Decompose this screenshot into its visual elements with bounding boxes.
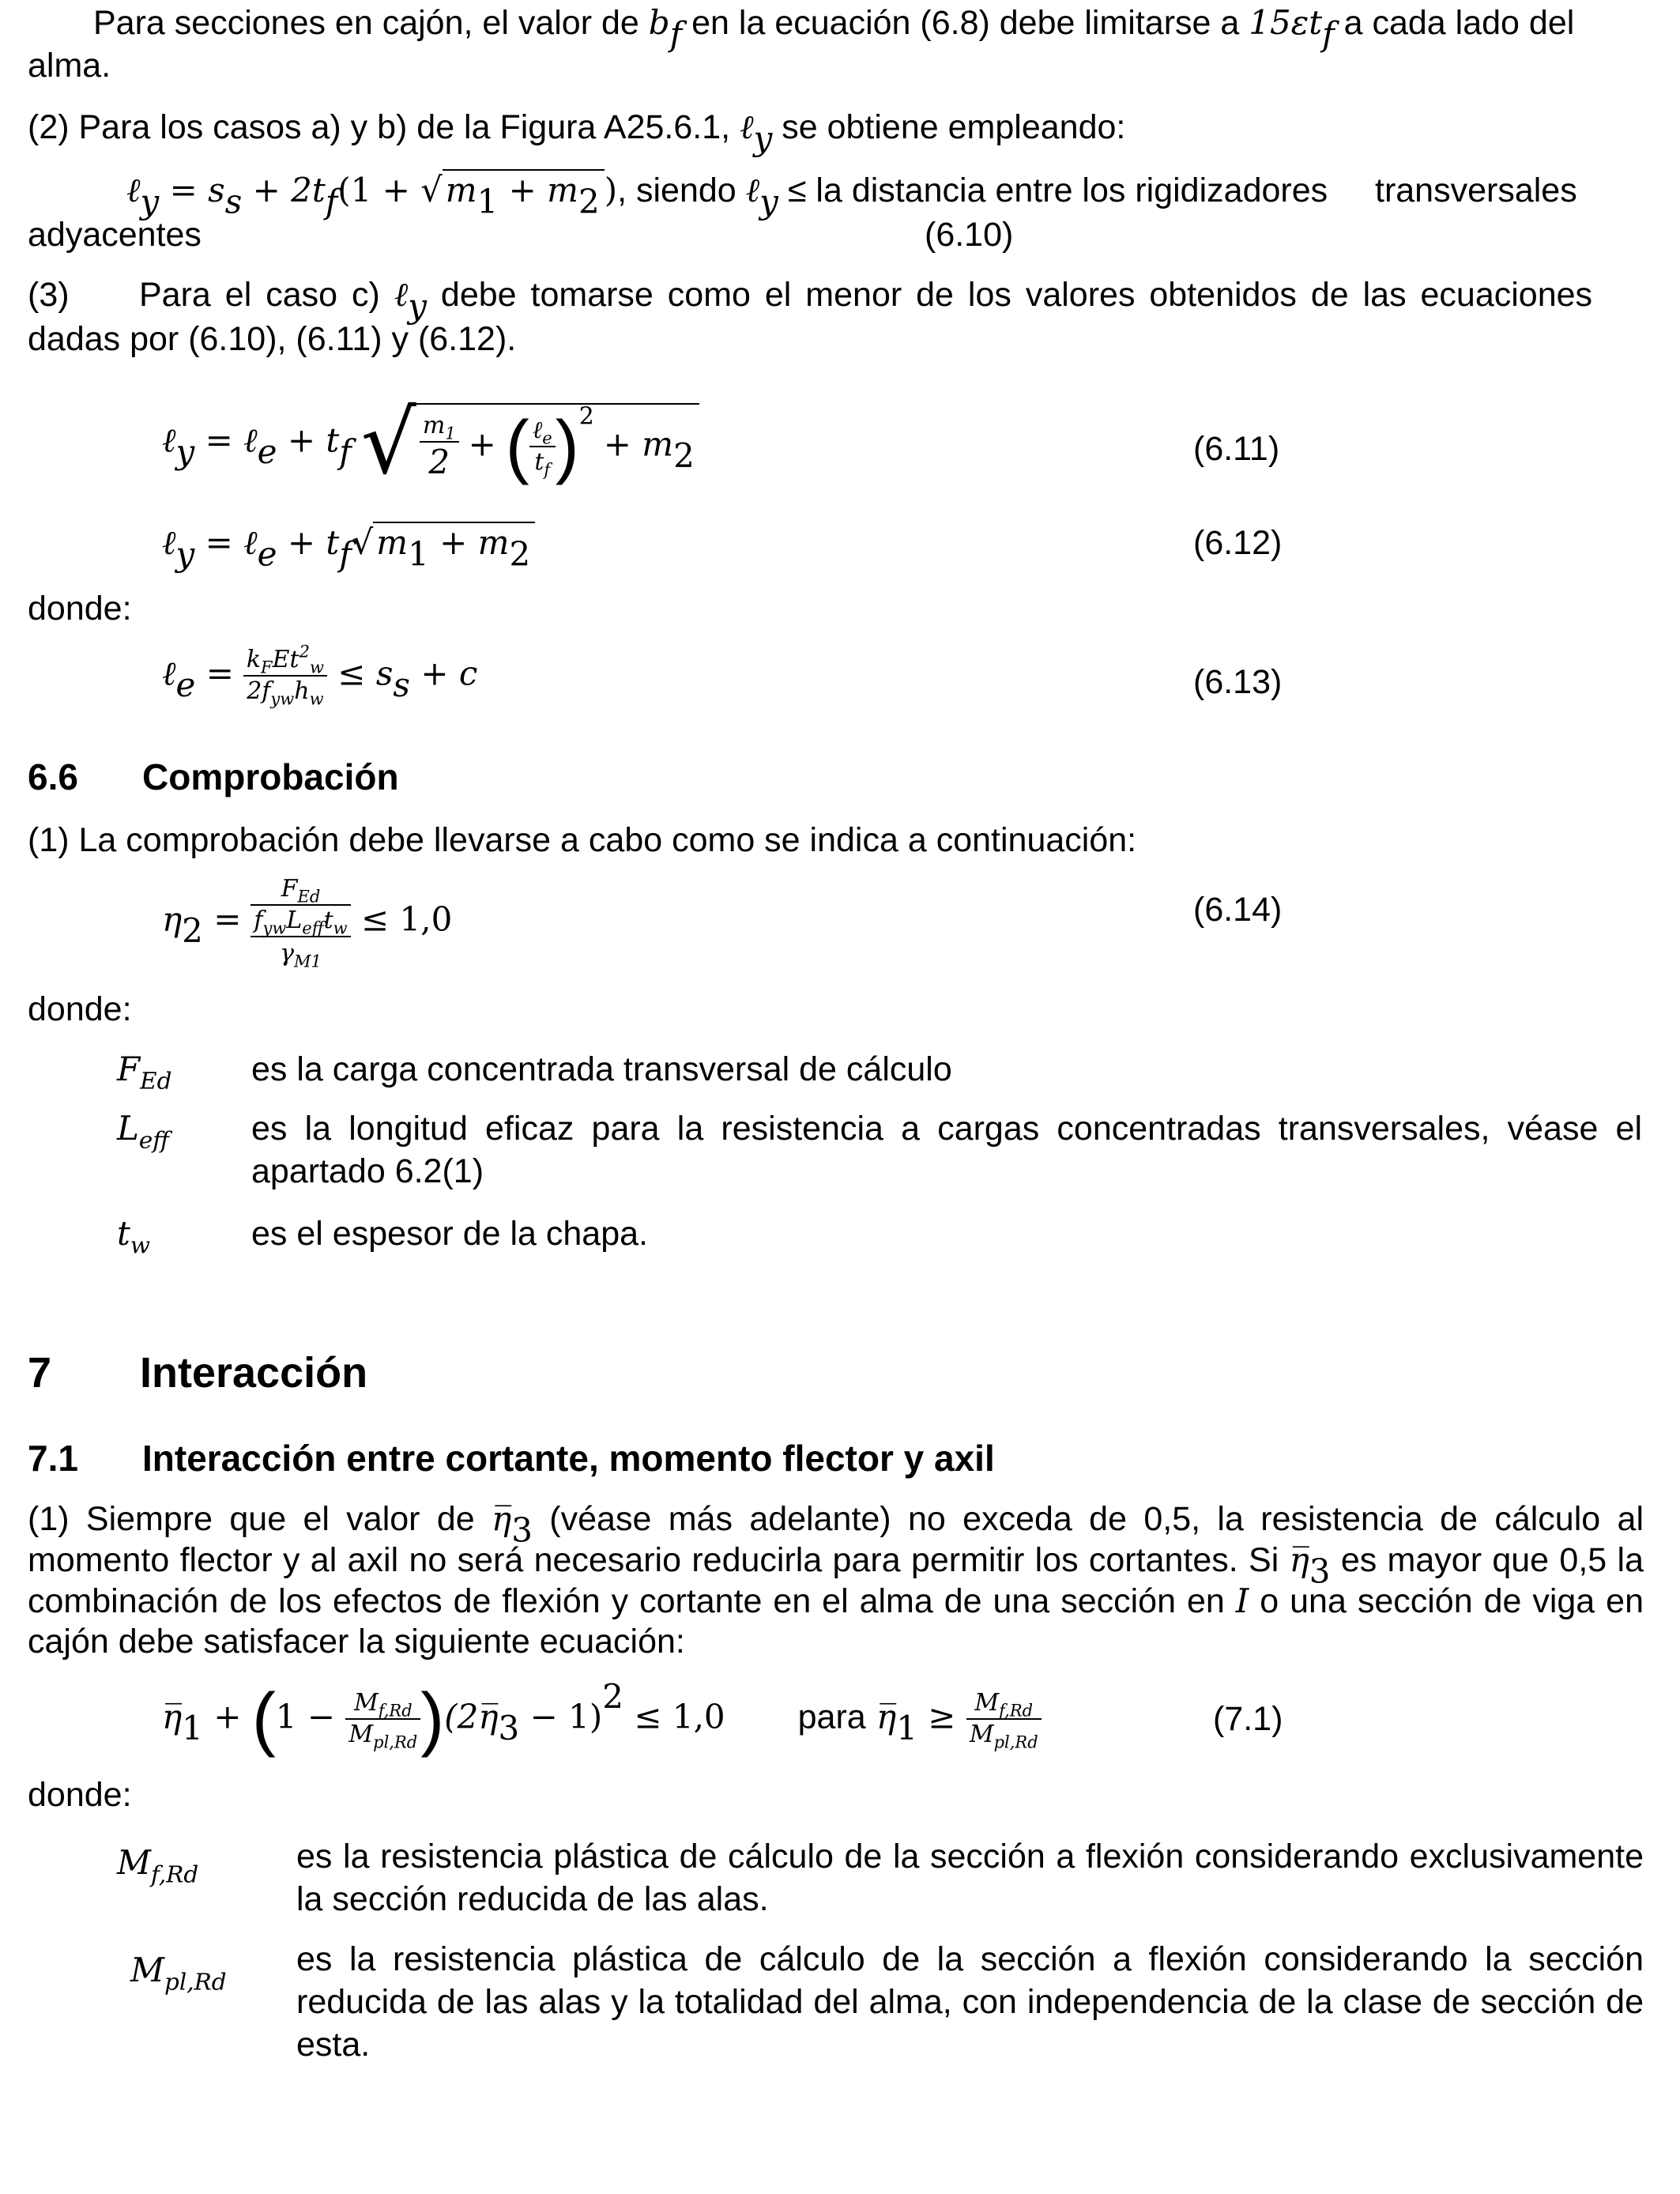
math: ℓ	[532, 417, 543, 444]
math: +	[202, 1697, 252, 1736]
math: L	[286, 907, 303, 934]
subscript: y	[408, 286, 427, 326]
subscript: yw	[262, 918, 287, 938]
subscript: y	[175, 432, 195, 472]
text: debe tomarse como el menor de los valores obtenidos de las ecuaciones	[426, 276, 1593, 314]
equation-number: (6.13)	[1193, 663, 1283, 701]
subscript: eff	[138, 1126, 170, 1154]
symbol: 15εt	[1249, 3, 1323, 42]
equation-number: (6.12)	[1193, 524, 1283, 562]
text: a cada lado del	[1334, 4, 1575, 42]
subscript: pl,Rd	[993, 1732, 1038, 1752]
text: se obtiene empleando:	[772, 108, 1126, 146]
radicand	[373, 522, 535, 574]
math: + 2t	[242, 171, 326, 209]
superscript: 2	[299, 642, 310, 662]
subscript: w	[130, 1231, 151, 1259]
equation-6-11	[162, 392, 699, 493]
fraction	[420, 414, 459, 479]
math: f	[254, 907, 263, 934]
math: 1 −	[275, 1697, 346, 1736]
math: γ	[280, 940, 295, 967]
subscript: yw	[270, 689, 295, 709]
symbol: η̅	[162, 1697, 183, 1736]
math: + m	[428, 523, 510, 562]
math: )	[604, 171, 618, 209]
superscript: 2	[602, 1677, 623, 1717]
section-number: 7	[28, 1349, 52, 1397]
text: es mayor que 0,5 la combinación de los efectos de flexión y cortante en el alma de una sección en	[28, 1541, 1644, 1620]
subscript: 2	[673, 436, 695, 476]
section-title: Interacción	[140, 1349, 368, 1397]
radicand	[443, 169, 605, 221]
subscript: 3	[511, 1510, 533, 1550]
math: M	[348, 1721, 374, 1748]
text: dadas por (6.10), (6.11) y (6.12).	[28, 320, 517, 358]
def-symbol	[117, 1842, 199, 1888]
subscript: Ed	[297, 887, 321, 907]
section-heading-6-6	[28, 756, 399, 798]
equation-6-10	[126, 169, 1328, 221]
math: M	[117, 1843, 152, 1882]
math: ≥	[917, 1697, 966, 1736]
math: =	[202, 899, 242, 939]
math: k	[246, 646, 262, 673]
paragraph-2	[28, 106, 1126, 158]
math: M	[130, 1951, 165, 1989]
paragraph-line: alma.	[28, 47, 111, 85]
text: Para secciones en cajón, el valor de	[93, 4, 649, 42]
symbol: b	[648, 3, 670, 42]
math: m	[422, 412, 446, 439]
math: (2η̅	[444, 1697, 499, 1736]
subscript: 1	[477, 182, 499, 221]
subscript: f	[669, 14, 683, 54]
math: 2f	[247, 677, 271, 705]
paragraph-number: (3)	[28, 276, 70, 314]
subscript: 1	[896, 1709, 917, 1748]
subscript: f	[544, 460, 551, 480]
math: ≤ 1,0	[623, 1697, 725, 1736]
subscript: f	[325, 182, 338, 221]
math: m	[376, 523, 409, 562]
subscript: y	[140, 182, 160, 221]
text: (véase más adelante) no exceda de 0,5, la resistencia de cálculo al momento flector y al axil no será necesario reducirla para permitir los cortantes. Si	[28, 1500, 1644, 1579]
subscript: y	[175, 534, 195, 574]
subscript: w	[309, 658, 324, 677]
sqrt-icon: √	[360, 392, 416, 493]
subscript: 1	[408, 534, 429, 574]
equation-number: (6.10)	[925, 216, 1014, 254]
subscript: 3	[498, 1709, 520, 1748]
symbol: ℓ	[162, 420, 176, 460]
symbol: ℓ	[162, 523, 176, 562]
equation-number: (6.14)	[1193, 891, 1283, 929]
symbol: η	[162, 899, 183, 939]
math: + m	[498, 171, 578, 209]
math: L	[117, 1109, 139, 1148]
equation-7-1	[162, 1677, 1042, 1759]
subscript: F	[261, 658, 273, 677]
math: m	[445, 171, 477, 209]
symbol: ℓ	[162, 654, 176, 693]
text: Para el caso c)	[139, 276, 394, 314]
subscript: e	[175, 665, 196, 705]
subscript: Ed	[140, 1067, 172, 1095]
def-text: es la resistencia plástica de cálculo de la sección a flexión considerando la sección reducida de las alas y la totalidad del alma, con independencia de la clase de sección de esta.	[296, 1940, 1644, 2064]
text: adyacentes	[28, 216, 202, 254]
math: Et	[272, 646, 299, 673]
subscript: e	[257, 432, 277, 472]
text: (2) Para los casos a) y b) de la Figura A25.6.1,	[28, 108, 740, 146]
subscript: e	[542, 428, 552, 448]
math: h	[294, 677, 310, 705]
symbol: ℓ	[394, 275, 409, 314]
symbol: ℓ	[740, 107, 754, 146]
math: + m	[603, 424, 674, 464]
math: = s	[159, 171, 225, 209]
equation-6-14	[162, 875, 453, 971]
section-number: 7.1	[28, 1438, 78, 1479]
text: para	[797, 1698, 866, 1736]
section-heading-7	[28, 1349, 368, 1397]
fraction	[250, 875, 350, 971]
equation-6-13	[162, 642, 478, 709]
math: =	[195, 654, 234, 693]
text: , siendo	[617, 172, 746, 209]
radicand	[416, 402, 699, 486]
donde-label: donde:	[28, 990, 132, 1028]
symbol: ℓ	[126, 171, 141, 209]
def-text: es la longitud eficaz para la resistencia a cargas concentradas transversales, véase el apartado 6.2(1)	[251, 1110, 1642, 1190]
equation-number: (7.1)	[1213, 1700, 1283, 1738]
subscript: y	[759, 182, 778, 221]
subscript: e	[257, 534, 277, 574]
paragraph-box-sections	[93, 2, 1575, 54]
def-symbol	[117, 1048, 172, 1095]
subscript: 1	[182, 1709, 203, 1748]
subscript: 3	[1309, 1551, 1331, 1591]
symbol: η̅	[1289, 1540, 1309, 1579]
subscript: f,Rd	[151, 1860, 199, 1888]
subscript: f,Rd	[378, 1701, 412, 1721]
text: transversales	[1375, 172, 1577, 209]
section-title: Interacción entre cortante, momento flector y axil	[142, 1438, 995, 1479]
fraction	[345, 1689, 420, 1752]
equation-6-12	[162, 522, 535, 574]
def-text: es la resistencia plástica de cálculo de la sección a flexión considerando exclusivamente la sección reducida de las alas.	[296, 1838, 1644, 1918]
math: +	[468, 424, 496, 464]
math: = ℓ	[194, 420, 258, 460]
subscript: M1	[294, 952, 322, 971]
paragraph-6-6-1: (1) La comprobación debe llevarse a cabo como se indica a continuación:	[28, 821, 1137, 859]
paren-icon: )	[420, 1679, 445, 1759]
paragraph-7-1-1	[28, 1498, 1644, 1662]
subscript: s	[393, 665, 410, 705]
text: o una sección de viga en cajón debe satisfacer la siguiente ecuación:	[28, 1582, 1644, 1661]
fraction	[966, 1689, 1042, 1752]
symbol: I	[1235, 1581, 1249, 1620]
donde-label: donde:	[28, 1776, 132, 1814]
text: ≤ la distancia entre los rigidizadores	[778, 172, 1328, 209]
section-title: Comprobación	[142, 756, 399, 797]
equation-number: (6.11)	[1193, 430, 1280, 468]
subscript: 2	[182, 911, 203, 951]
subscript: eff	[302, 918, 324, 938]
math: t	[323, 907, 333, 934]
subscript: f	[339, 432, 352, 472]
section-number: 6.6	[28, 756, 78, 797]
sqrt-icon: √	[351, 523, 374, 563]
math: M	[969, 1721, 994, 1748]
math: + t	[277, 420, 340, 460]
math: t	[117, 1214, 130, 1253]
subscript: pl,Rd	[373, 1732, 418, 1752]
math: 2	[428, 443, 450, 481]
def-text: es la carga concentrada transversal de cálculo	[251, 1050, 952, 1088]
paren-icon: (	[251, 1679, 276, 1759]
math: F	[281, 875, 298, 903]
subscript: pl,Rd	[164, 1968, 227, 1996]
subscript: f	[1322, 14, 1335, 54]
math: ≤ s	[326, 654, 394, 693]
section-heading-7-1	[28, 1437, 995, 1480]
subscript: 2	[509, 534, 531, 574]
math: t	[534, 448, 544, 476]
donde-label: donde:	[28, 590, 132, 628]
math: M	[353, 1689, 379, 1717]
math: ≤ 1,0	[350, 899, 453, 939]
subscript: f,Rd	[999, 1701, 1034, 1721]
def-symbol	[130, 1949, 227, 1996]
subscript: f	[339, 534, 352, 574]
math: F	[117, 1050, 141, 1088]
sqrt-icon: √	[420, 171, 443, 210]
def-text: es el espesor de la chapa.	[251, 1215, 648, 1253]
paragraph-3	[139, 273, 1593, 326]
superscript: 2	[578, 402, 594, 431]
paren-icon: (	[505, 407, 529, 486]
subscript: w	[333, 918, 348, 938]
math: − 1)	[519, 1697, 603, 1736]
fraction	[243, 642, 327, 709]
text: en la ecuación (6.8) debe limitarse a	[682, 4, 1249, 42]
math: = ℓ	[194, 523, 258, 562]
subscript: s	[224, 182, 243, 221]
math: (1 +	[337, 171, 421, 209]
math: + t	[277, 523, 340, 562]
subscript: 1	[445, 424, 456, 443]
symbol: η̅	[492, 1499, 512, 1538]
symbol: η̅	[865, 1697, 897, 1736]
math: M	[974, 1689, 1000, 1717]
fraction	[529, 417, 556, 480]
symbol: ℓ	[745, 171, 760, 209]
subscript: w	[309, 689, 324, 709]
paren-icon: )	[555, 407, 579, 486]
math: + c	[409, 654, 478, 693]
subscript: y	[753, 119, 773, 158]
def-symbol	[117, 1212, 151, 1259]
subscript: 2	[578, 182, 600, 221]
def-symbol	[117, 1107, 170, 1154]
text: (1) Siempre que el valor de	[28, 1500, 492, 1538]
